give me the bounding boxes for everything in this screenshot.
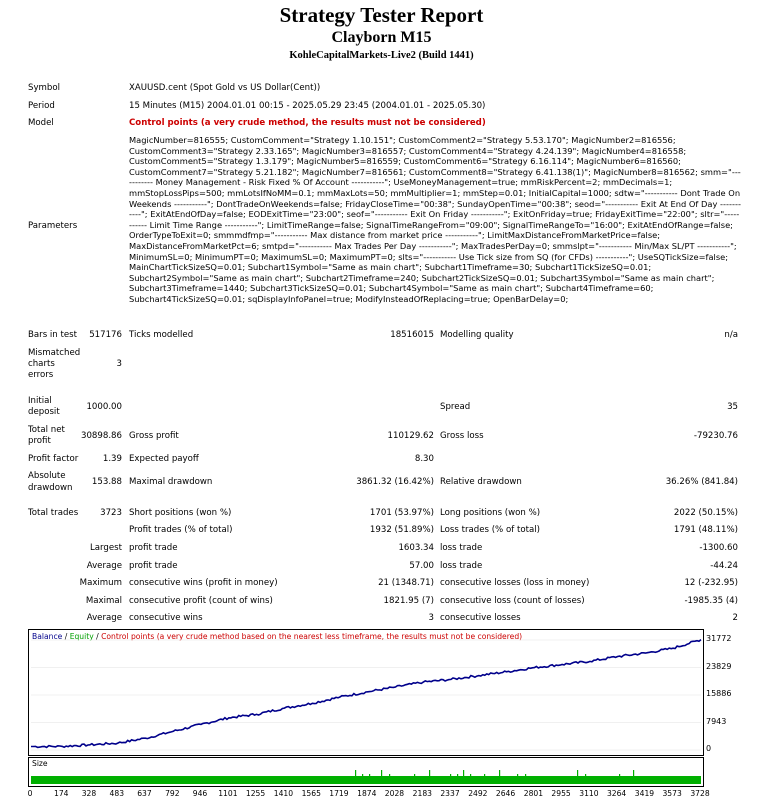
maximal-cons-profit-label: consecutive profit (count of wins) bbox=[129, 596, 273, 606]
largest-profit-value: 1603.34 bbox=[398, 543, 434, 553]
volume-spike bbox=[619, 774, 620, 784]
maximal-label: Maximal bbox=[85, 596, 122, 606]
average-loss-label: loss trade bbox=[440, 561, 483, 571]
netprofit-value: 30898.86 bbox=[80, 431, 122, 441]
legend-sep-1: / bbox=[62, 632, 70, 641]
x-tick-label: 3728 bbox=[690, 789, 710, 798]
x-tick-label: 1255 bbox=[245, 789, 266, 798]
long-label: Long positions (won %) bbox=[440, 508, 541, 518]
x-tick-label: 3264 bbox=[606, 789, 627, 798]
grossprofit-value: 110129.62 bbox=[387, 431, 434, 441]
volume-spike bbox=[525, 774, 526, 784]
size-chart bbox=[28, 757, 704, 787]
x-tick-label: 946 bbox=[192, 789, 208, 798]
maxdd-label: Maximal drawdown bbox=[129, 477, 213, 487]
period-value: 15 Minutes (M15) 2004.01.01 00:15 - 2025.05.29 23:45 (2004.01.01 - 2025.05.30) bbox=[129, 101, 486, 111]
grossprofit-label: Gross profit bbox=[129, 431, 179, 441]
absdd-value: 153.88 bbox=[91, 477, 122, 487]
avg-cons-losses-value: 2 bbox=[732, 613, 738, 623]
maxdd-value: 3861.32 (16.42%) bbox=[356, 477, 434, 487]
avg-cons-losses-label: consecutive losses bbox=[440, 613, 521, 623]
pf-label: Profit factor bbox=[28, 454, 79, 464]
x-tick-label: 1101 bbox=[218, 789, 238, 798]
x-tick-label: 2183 bbox=[412, 789, 432, 798]
y-tick-label: 15886 bbox=[706, 689, 732, 698]
y-tick-label: 7943 bbox=[706, 716, 727, 726]
volume-spike bbox=[470, 774, 471, 784]
volume-spike bbox=[429, 770, 430, 784]
x-tick-label: 1565 bbox=[301, 789, 321, 798]
trades-value: 3723 bbox=[100, 508, 122, 518]
deposit-label-2: deposit bbox=[28, 407, 60, 417]
parameters-value: MagicNumber=816555; CustomComment="Strategy 1.10.151"; CustomComment2="Strategy 5.53.170"; MagicNumber2=816556; CustomComment3="Strategy 2.33.165"; MagicNumber3=816557; CustomComment4="Strategy 4.24.139"; MagicNumber4=816558; CustomComment5="Strategy 1.3.179"; MagicNumber5=816559; CustomComment6="Strategy 6.16.114"; MagicNumber6=816560; CustomComment7="Strategy 5.21.182"; MagicNumber7=816561; CustomComment8="Strategy 6.41.138(1)"; MagicNumber8=816562; smm="----------- Money Management - Risk Fixed % Of Account -----------"; UseMoneyManagement=true; mmRiskPercent=2; mmDecimals=1; mmStopLossPips=500; mmLotsIfNoMM=0.1; mmMaxLots=50; mmMultiplier=1; mmStep=0.01; InitialCapital=1000; sdtw="----------- Dont Trade On Weekends -----------"; DontTradeOnWeekends=false; FridayCloseTime="00:38"; SundayOpenTime="00:38"; seod="----------- Exit At End Of Day -----------"; ExitAtEndOfDay=false; EODExitTime="23:00"; seof="----------- Exit On Friday -----------"; ExitOnFriday=true; FridayExitTime="22:00"; sltr="----------- Limit Time Range -----------"; LimitTimeRange=false; SignalTimeRangeFrom="09:00"; SignalTimeRangeTo="16:00"; ExitAtEndOfRange=false; OrderTypeToExit=0; smmmdfmp="----------- Max distance from market price -----------"; LimitMaxDistanceFromMarketPrice=false; MaxDistanceFromMarketPct=6; smtpd="----------- Max Trades Per Day -----------"; MaxTradesPerDay=0; smmslpt="----------- Min/Max SL/PT -----------"; MinimumSL=0; MinimumPT=0; MaximumSL=0; MaximumPT=0; slts="----------- Use Tick size from SQ (for CFDs) -----------"; UseSQTickSize=false; MainChartTickSizeSQ=0.01; Subchart1Symbol="Same as main chart"; Subchart1Timeframe=30; Subchart1TickSizeSQ=0.01; Subchart2Symbol="Same as main chart"; Subchart2Timeframe=240; Subchart2TickSizeSQ=0.01; Subchart3Symbol="Same as main chart"; Subchart3Timeframe=1440; Subchart3TickSizeSQ=0.01; Subchart4Symbol="Same as main chart"; Subchart4Timeframe=60; Subchart4TickSizeSQ=0.01; sqDisplayInfoPanel=true; ModifyInsteadOfReplacing=true; OpenBarDelay=0; bbox=[129, 135, 741, 304]
mismatch-value: 3 bbox=[116, 359, 122, 369]
period-label: Period bbox=[28, 101, 55, 111]
model-label: Model bbox=[28, 118, 54, 128]
x-tick-label: 2646 bbox=[495, 789, 516, 798]
ltrades-label: Loss trades (% of total) bbox=[440, 525, 540, 535]
report-title: Strategy Tester Report bbox=[279, 3, 484, 27]
x-tick-label: 637 bbox=[137, 789, 152, 798]
parameters-label: Parameters bbox=[28, 221, 78, 231]
max-cons-wins-label: consecutive wins (profit in money) bbox=[129, 578, 278, 588]
average-profit-value: 57.00 bbox=[409, 561, 434, 571]
x-tick-label: 3573 bbox=[662, 789, 682, 798]
size-label: Size bbox=[32, 759, 48, 768]
grossloss-label: Gross loss bbox=[440, 431, 484, 441]
legend-control-points: Control points (a very crude method based on the nearest less timeframe, the results must not be considered) bbox=[101, 632, 523, 641]
x-tick-label: 328 bbox=[81, 789, 97, 798]
x-tick-label: 2337 bbox=[440, 789, 460, 798]
bars-value: 517176 bbox=[89, 330, 122, 340]
legend-equity: Equity bbox=[69, 632, 94, 641]
largest-loss-label: loss trade bbox=[440, 543, 483, 553]
x-axis bbox=[0, 786, 763, 800]
y-tick-label: 0 bbox=[706, 744, 712, 753]
y-tick-label: 23829 bbox=[706, 661, 732, 671]
mismatch-label-1: Mismatched bbox=[28, 348, 81, 358]
volume-spike bbox=[369, 774, 370, 784]
x-tick-label: 174 bbox=[54, 789, 69, 798]
average-profit-label: profit trade bbox=[129, 561, 178, 571]
legend-balance: Balance bbox=[32, 632, 63, 641]
deposit-value: 1000.00 bbox=[86, 402, 122, 412]
max-cons-wins-value: 21 (1348.71) bbox=[378, 578, 434, 588]
spread-label: Spread bbox=[440, 402, 471, 412]
largest-label: Largest bbox=[89, 543, 122, 553]
quality-label: Modelling quality bbox=[440, 330, 514, 340]
absdd-label-2: drawdown bbox=[28, 483, 73, 493]
avg-cons-wins-label: consecutive wins bbox=[129, 613, 203, 623]
y-tick-label: 31772 bbox=[706, 634, 732, 643]
deposit-label-1: Initial bbox=[28, 396, 52, 406]
max-cons-losses-label: consecutive losses (loss in money) bbox=[440, 578, 590, 588]
payoff-label: Expected payoff bbox=[129, 454, 199, 464]
expert-name: Clayborn M15 bbox=[331, 29, 432, 46]
mismatch-label-2: charts bbox=[28, 359, 55, 369]
long-value: 2022 (50.15%) bbox=[673, 508, 738, 518]
grossloss-value: -79230.76 bbox=[693, 431, 738, 441]
max-cons-losses-value: 12 (-232.95) bbox=[684, 578, 738, 588]
ltrades-value: 1791 (48.11%) bbox=[673, 525, 738, 535]
balance-line bbox=[31, 640, 701, 748]
short-label: Short positions (won %) bbox=[129, 508, 232, 518]
maximal-cons-loss-label: consecutive loss (count of losses) bbox=[440, 596, 585, 606]
volume-spike bbox=[362, 774, 363, 784]
volume-spike bbox=[517, 774, 518, 784]
x-tick-label: 2955 bbox=[551, 789, 571, 798]
trades-label: Total trades bbox=[28, 508, 79, 518]
volume-spike bbox=[463, 770, 464, 784]
volume-spike bbox=[585, 774, 586, 784]
volume-spike bbox=[484, 774, 485, 784]
symbol-value: XAUUSD.cent (Spot Gold vs US Dollar(Cent)) bbox=[129, 83, 321, 93]
volume-spike bbox=[355, 770, 356, 784]
x-tick-label: 3419 bbox=[634, 789, 655, 798]
legend-sep-2: / bbox=[93, 632, 102, 641]
x-tick-label: 792 bbox=[165, 789, 180, 798]
x-tick-label: 1874 bbox=[357, 789, 377, 798]
spread-value: 35 bbox=[727, 402, 738, 412]
absdd-label-1: Absolute bbox=[28, 471, 66, 481]
volume-bar bbox=[31, 776, 701, 784]
average-loss-value: -44.24 bbox=[710, 561, 738, 571]
maximal-cons-profit-value: 1821.95 (7) bbox=[383, 596, 434, 606]
ptrades-value: 1932 (51.89%) bbox=[369, 525, 434, 535]
size-chart-svg bbox=[29, 758, 703, 786]
x-tick-label: 1719 bbox=[329, 789, 349, 798]
maximal-cons-loss-value: -1985.35 (4) bbox=[684, 596, 738, 606]
bars-label: Bars in test bbox=[28, 330, 77, 340]
payoff-value: 8.30 bbox=[414, 454, 434, 464]
symbol-label: Symbol bbox=[28, 83, 61, 93]
pf-value: 1.39 bbox=[102, 454, 122, 464]
x-tick-label: 3110 bbox=[579, 789, 599, 798]
maximum-label: Maximum bbox=[79, 578, 122, 588]
volume-spike bbox=[381, 770, 382, 784]
reldd-label: Relative drawdown bbox=[440, 477, 522, 487]
balance-chart-svg bbox=[29, 630, 703, 755]
volume-spike bbox=[633, 770, 634, 784]
volume-spike bbox=[389, 774, 390, 784]
largest-profit-label: profit trade bbox=[129, 543, 178, 553]
avg-cons-label: Average bbox=[86, 613, 122, 623]
netprofit-label-2: profit bbox=[28, 436, 51, 446]
server-build: KohleCapitalMarkets-Live2 (Build 1441) bbox=[289, 50, 474, 61]
x-tick-label: 2028 bbox=[384, 789, 405, 798]
average-label: Average bbox=[86, 561, 122, 571]
ticks-label: Ticks modelled bbox=[129, 330, 194, 340]
volume-spike bbox=[577, 770, 578, 784]
volume-spike bbox=[414, 774, 415, 784]
volume-spike bbox=[450, 774, 451, 784]
x-tick-label: 483 bbox=[109, 789, 125, 798]
quality-value: n/a bbox=[724, 330, 738, 340]
short-value: 1701 (53.97%) bbox=[369, 508, 434, 518]
volume-spike bbox=[457, 774, 458, 784]
volume-spike bbox=[499, 770, 500, 784]
mismatch-label-3: errors bbox=[28, 370, 54, 380]
x-tick-label: 2492 bbox=[468, 789, 488, 798]
reldd-value: 36.26% (841.84) bbox=[665, 477, 738, 487]
model-value: Control points (a very crude method, the results must not be considered) bbox=[129, 118, 486, 128]
x-tick-label: 0 bbox=[27, 789, 33, 798]
x-tick-label: 1410 bbox=[273, 789, 294, 798]
ticks-value: 18516015 bbox=[390, 330, 434, 340]
x-tick-label: 2801 bbox=[523, 789, 544, 798]
netprofit-label-1: Total net bbox=[28, 425, 65, 435]
avg-cons-wins-value: 3 bbox=[428, 613, 434, 623]
balance-chart bbox=[28, 629, 704, 756]
ptrades-label: Profit trades (% of total) bbox=[129, 525, 233, 535]
largest-loss-value: -1300.60 bbox=[699, 543, 738, 553]
